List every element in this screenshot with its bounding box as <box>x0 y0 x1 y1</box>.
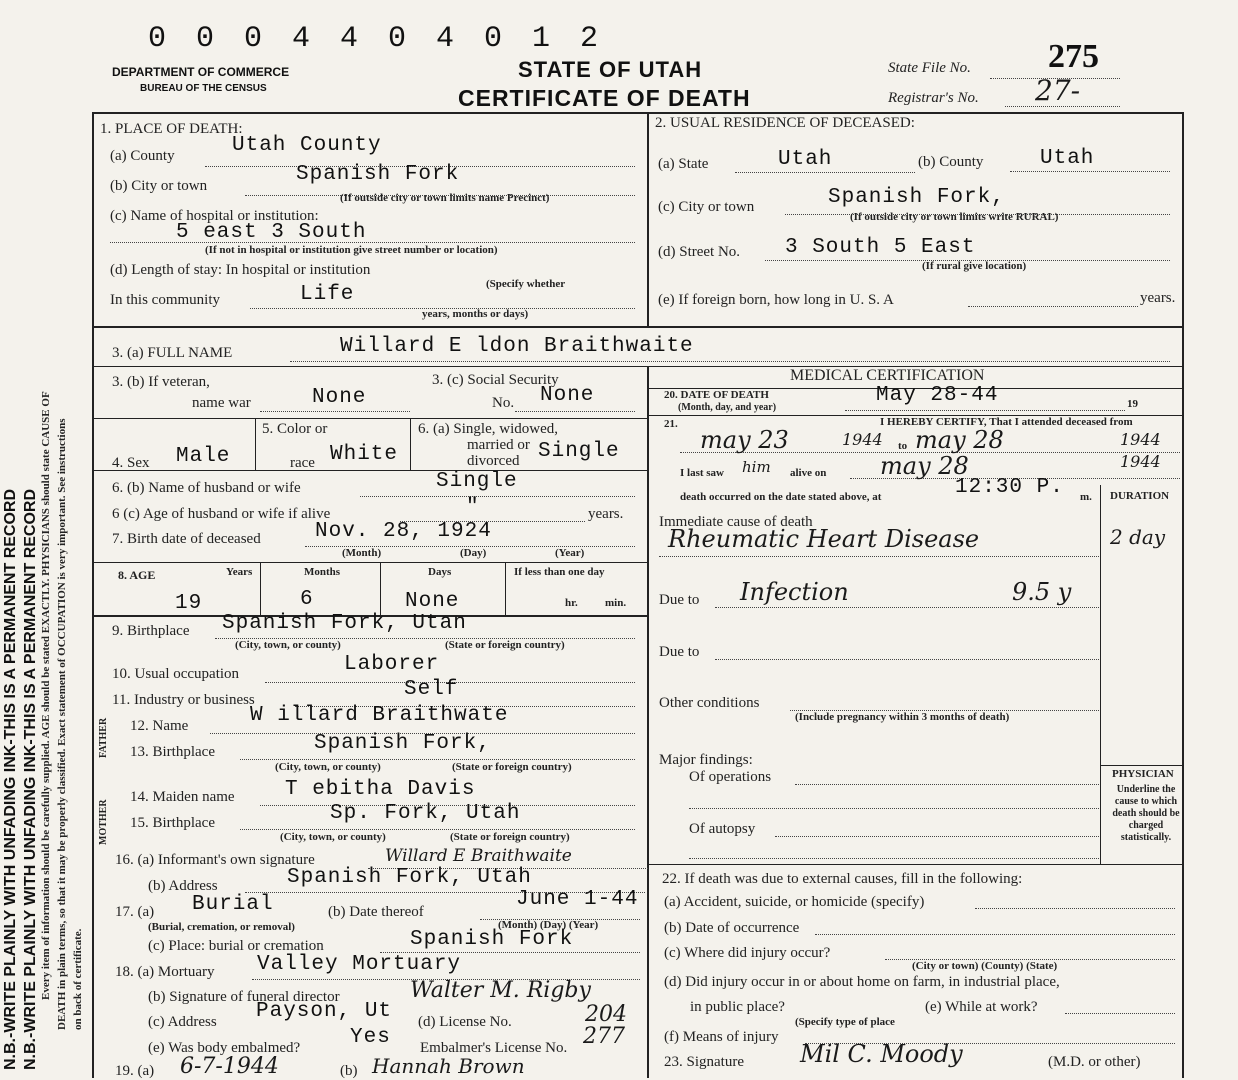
burial-type: Burial <box>192 893 274 916</box>
less-than-day-label: If less than one day <box>514 566 605 578</box>
hr-label: hr. <box>565 597 578 609</box>
license-label: (d) License No. <box>418 1014 512 1030</box>
community-label: In this community <box>110 292 220 308</box>
state-title: STATE OF UTAH <box>518 57 703 82</box>
other-conditions-label: Other conditions <box>659 695 760 711</box>
immediate-cause-label: Immediate cause of death <box>659 514 813 530</box>
place-of-death-heading: 1. PLACE OF DEATH: <box>100 121 243 137</box>
external-a: (a) Accident, suicide, or homicide (specify) <box>664 894 925 910</box>
full-name-label: 3. (a) FULL NAME <box>112 345 233 361</box>
alive-on-label: alive on <box>790 467 827 479</box>
father-name-label: 12. Name <box>130 718 189 734</box>
attended-from-year: 1944 <box>842 430 883 449</box>
res-state-label: (a) State <box>658 156 709 172</box>
external-heading: 22. If death was due to external causes, fill in the following: <box>662 871 1023 887</box>
external-e: (e) While at work? <box>925 999 1038 1015</box>
signature-label: 23. Signature <box>664 1054 744 1070</box>
registrar-no-label: Registrar's No. <box>888 90 979 106</box>
sex: Male <box>176 445 231 468</box>
mother-tag: MOTHER <box>98 799 109 845</box>
spouse-age: " <box>466 496 480 519</box>
burial-type-note: (Burial, cremation, or removal) <box>148 921 295 933</box>
attended-from: may 23 <box>700 426 789 454</box>
bureau-label: BUREAU OF THE CENSUS <box>140 83 267 94</box>
father-birthplace: Spanish Fork, <box>314 732 491 755</box>
physician-box-text: Underline the cause to which death should be charged statistically. <box>1112 784 1180 843</box>
certify-number: 21. <box>664 418 678 430</box>
birth-month-note: (Month) <box>342 547 382 559</box>
state-file-label: State File No. <box>888 60 971 76</box>
external-c-note: (City or town) (County) (State) <box>912 960 1058 972</box>
veteran-war: None <box>312 386 367 409</box>
medical-heading: MEDICAL CERTIFICATION <box>790 367 985 384</box>
veteran-war-label: name war <box>192 395 251 411</box>
burial-label: 17. (a) <box>115 904 155 920</box>
father-name: W illard Braithwate <box>250 704 509 727</box>
birthplace: Spanish Fork, Utan <box>222 612 467 635</box>
res-city-label: (c) City or town <box>658 199 755 215</box>
days-label: Days <box>428 566 452 578</box>
external-c: (c) Where did injury occur? <box>664 945 831 961</box>
funeral-director-signature: Walter M. Rigby <box>410 978 591 1003</box>
serial-number: 0 0 0 4 4 0 4 0 1 2 <box>148 22 605 56</box>
major-findings-label: Major findings: <box>659 752 753 768</box>
birthplace-note-1: (City, town, or county) <box>235 639 341 651</box>
social-security-no-label: No. <box>492 395 515 411</box>
signature-suffix: (M.D. or other) <box>1048 1054 1141 1070</box>
specify-note-2: years, months or days) <box>422 308 529 320</box>
res-street-note: (If rural give location) <box>922 260 1027 272</box>
residence-heading: 2. USUAL RESIDENCE OF DECEASED: <box>655 115 915 131</box>
margin-warning-1: N.B.-WRITE PLAINLY WITH UNFADING INK-THIS IS A PERMANENT RECORD <box>2 488 19 1070</box>
industry: Self <box>404 678 459 701</box>
due-to: Infection <box>740 578 849 606</box>
margin-instructions-1: Every item of information should be carefully supplied. AGE should be stated EXACTLY. PHYSICIANS should state CAUSE OF <box>40 391 52 1000</box>
mother-bp-note-2: (State or foreign country) <box>450 831 570 843</box>
duration-label: DURATION <box>1110 490 1170 502</box>
date-of-death: May 28-44 <box>876 384 999 407</box>
embalmed: Yes <box>350 1026 391 1049</box>
burial-place: Spanish Fork <box>410 928 574 951</box>
death-city: Spanish Fork <box>296 163 460 186</box>
filed-label: 19. (a) <box>115 1063 155 1079</box>
attended-to-label: to <box>898 440 908 452</box>
social-security-label: 3. (c) Social Security <box>432 372 559 388</box>
margin-instructions-3: on back of certificate. <box>72 928 84 1030</box>
burial-date: June 1-44 <box>516 888 639 911</box>
foreign-born-label: (e) If foreign born, how long in U. S. A <box>658 292 894 308</box>
last-saw-who: him <box>742 458 771 476</box>
time-meridiem: m. <box>1080 491 1092 503</box>
hospital-note: (If not in hospital or institution give street number or location) <box>205 244 498 256</box>
min-label: min. <box>605 597 627 609</box>
city-label: (b) City or town <box>110 178 208 194</box>
birth-day-note: (Day) <box>460 547 487 559</box>
res-county: Utah <box>1040 147 1095 170</box>
specify-note: (Specify whether <box>486 278 566 290</box>
margin-instructions-2: DEATH in plain terms, so that it may be properly classified. Exact statement of OCCUPATION is very important. See instructions <box>56 418 68 1030</box>
informant-signature: Willard E Braithwaite <box>385 846 572 866</box>
birthplace-note-2: (State or foreign country) <box>445 639 565 651</box>
death-county: Utah County <box>232 134 382 157</box>
state-file-number: 275 <box>1048 38 1099 75</box>
margin-warning-2: N.B.-WRITE PLAINLY WITH UNFADING INK-THIS IS A PERMANENT RECORD <box>22 488 39 1070</box>
registrar-sig-label: (b) <box>340 1063 358 1079</box>
alive-on: may 28 <box>880 452 969 480</box>
mortuary-address: Payson, Ut <box>256 1000 393 1023</box>
informant-address: Spanish Fork, Utah <box>287 866 532 889</box>
informant-sig-label: 16. (a) Informant's own signature <box>115 852 315 868</box>
deceased-full-name: Willard E ldon Braithwaite <box>340 335 694 358</box>
hospital-label: (c) Name of hospital or institution: <box>110 208 319 224</box>
informant-address-label: (b) Address <box>148 878 218 894</box>
veteran-label: 3. (b) If veteran, <box>112 374 210 390</box>
physician-box-title: PHYSICIAN <box>1112 768 1174 780</box>
spouse-name: Single <box>436 470 518 493</box>
embalmer-license-label: Embalmer's License No. <box>420 1040 568 1056</box>
embalmer-license-number: 277 <box>583 1024 625 1049</box>
mortuary-label: 18. (a) Mortuary <box>115 964 215 980</box>
res-street-label: (d) Street No. <box>658 244 741 260</box>
registrar-signature: Hannah Brown <box>372 1054 525 1078</box>
external-b: (b) Date of occurrence <box>664 920 800 936</box>
marital-label-3: divorced <box>467 453 520 469</box>
alive-year: 1944 <box>1120 452 1161 471</box>
death-hospital: 5 east 3 South <box>176 221 367 244</box>
birth-date: Nov. 28, 1924 <box>315 520 492 543</box>
due-to-label-2: Due to <box>659 644 700 660</box>
director-label: (b) Signature of funeral director <box>148 989 340 1005</box>
immediate-duration: 2 day <box>1110 525 1166 549</box>
father-bp-note-1: (City, town, or county) <box>275 761 381 773</box>
stay-label: (d) Length of stay: In hospital or institution <box>110 262 371 278</box>
date-of-death-note: (Month, day, and year) <box>678 402 777 413</box>
social-security: None <box>540 384 595 407</box>
father-tag: FATHER <box>98 717 109 758</box>
age-days: None <box>405 590 460 613</box>
color-label: 5. Color or <box>262 421 328 437</box>
due-to-label: Due to <box>659 592 700 608</box>
mother-bp-note-1: (City, town, or county) <box>280 831 386 843</box>
county-label: (a) County <box>110 148 175 164</box>
occurred-label: death occurred on the date stated above, at <box>680 491 882 503</box>
father-bp-note-2: (State or foreign country) <box>452 761 572 773</box>
res-street: 3 South 5 East <box>785 236 976 259</box>
mother-maiden-name: T ebitha Davis <box>285 778 476 801</box>
embalmed-label: (e) Was body embalmed? <box>148 1040 301 1056</box>
spouse-label: 6. (b) Name of husband or wife <box>112 480 301 496</box>
birth-date-label: 7. Birth date of deceased <box>112 531 261 547</box>
usual-occupation: Laborer <box>344 653 440 676</box>
filed-date: 6-7-1944 <box>180 1054 279 1079</box>
months-label: Months <box>304 566 341 578</box>
date-year-prefix: 19 <box>1127 398 1138 410</box>
city-note: (If outside city or town limits name Precinct) <box>340 192 550 204</box>
age-months: 6 <box>300 588 314 611</box>
race: White <box>330 443 399 466</box>
external-d2: in public place? <box>690 999 785 1015</box>
operations-label: Of operations <box>689 769 772 785</box>
other-conditions-note: (Include pregnancy within 3 months of death) <box>795 711 1010 723</box>
mother-birthplace: Sp. Fork, Utah <box>330 802 521 825</box>
immediate-cause: Rheumatic Heart Disease <box>668 525 980 553</box>
date-of-death-label: 20. DATE OF DEATH <box>664 389 769 401</box>
foreign-years-label: years. <box>1140 290 1176 306</box>
race-label: race <box>290 455 315 471</box>
sex-label: 4. Sex <box>112 455 150 471</box>
age-years: 19 <box>175 592 203 615</box>
department-label: DEPARTMENT OF COMMERCE <box>112 65 290 79</box>
registrar-number: 27- <box>1035 74 1081 107</box>
father-birthplace-label: 13. Birthplace <box>130 744 215 760</box>
last-saw-label: I last saw <box>680 467 725 479</box>
res-state: Utah <box>778 148 833 171</box>
birth-year-note: (Year) <box>555 547 585 559</box>
burial-date-label: (b) Date thereof <box>328 904 424 920</box>
years-label: Years <box>226 566 253 578</box>
external-d-note: (Specify type of place <box>795 1016 895 1028</box>
community-stay: Life <box>300 283 355 306</box>
mortuary: Valley Mortuary <box>257 953 462 976</box>
mother-birthplace-label: 15. Birthplace <box>130 815 215 831</box>
industry-label: 11. Industry or business <box>112 692 255 708</box>
marital-status: Single <box>538 440 620 463</box>
certify-text: I HEREBY CERTIFY, That I attended deceased from <box>880 416 1133 428</box>
age-label: 8. AGE <box>118 568 156 582</box>
spouse-age-label: 6 (c) Age of husband or wife if alive <box>112 506 331 522</box>
attended-to-year: 1944 <box>1120 430 1161 449</box>
external-d: (d) Did injury occur in or about home on farm, in industrial place, <box>664 974 1060 990</box>
marital-label-2: married or <box>467 437 530 453</box>
time-of-death: 12:30 P. <box>955 476 1064 499</box>
mortuary-address-label: (c) Address <box>148 1014 217 1030</box>
attended-to: may 28 <box>915 426 1004 454</box>
autopsy-label: Of autopsy <box>689 821 756 837</box>
mother-name-label: 14. Maiden name <box>130 789 235 805</box>
physician-signature: Mil C. Moody <box>800 1040 963 1068</box>
marital-label-1: 6. (a) Single, widowed, <box>418 421 558 437</box>
res-county-label: (b) County <box>918 154 984 170</box>
burial-date-note: (Month) (Day) (Year) <box>498 919 599 931</box>
external-f: (f) Means of injury <box>664 1029 779 1045</box>
due-to-duration: 9.5 y <box>1012 578 1072 606</box>
spouse-age-unit: years. <box>588 506 624 522</box>
license-number: 204 <box>585 1002 627 1027</box>
birthplace-label: 9. Birthplace <box>112 623 190 639</box>
burial-place-label: (c) Place: burial or cremation <box>148 938 324 954</box>
res-city: Spanish Fork, <box>828 186 1005 209</box>
certificate-title: CERTIFICATE OF DEATH <box>458 85 751 111</box>
res-city-note: (If outside city or town limits write RURAL) <box>850 211 1059 223</box>
occupation-label: 10. Usual occupation <box>112 666 240 682</box>
